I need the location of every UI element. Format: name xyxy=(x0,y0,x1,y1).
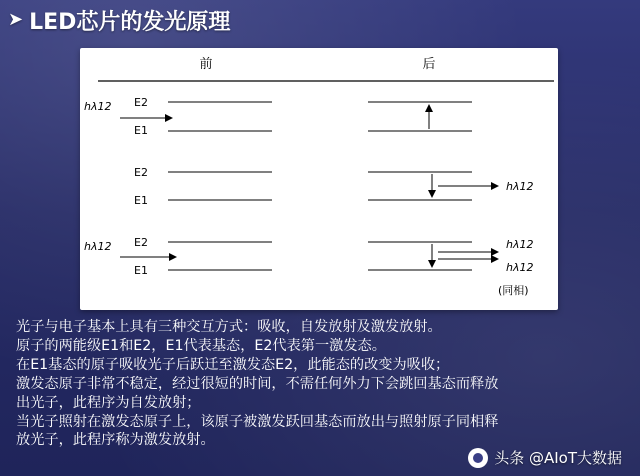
watermark-logo-icon xyxy=(468,448,488,468)
level-e2-label-3: E2 xyxy=(134,236,148,249)
level-e2-label-2: E2 xyxy=(134,166,148,179)
level-e1-label-2: E1 xyxy=(134,194,148,207)
absorption-row xyxy=(84,96,472,137)
watermark xyxy=(468,447,622,468)
explanation-line: 原子的两能级E1和E2，E1代表基态，E2代表第一激发态。 xyxy=(16,337,386,354)
spontaneous-row xyxy=(134,166,533,207)
slide-title-text: LED芯片的发光原理 xyxy=(29,9,231,35)
photon-label-out-3a: hλ12 xyxy=(506,238,534,251)
triangle-right-icon: ➤ xyxy=(8,9,24,30)
level-e1-label-3: E1 xyxy=(134,264,148,277)
watermark-text: 头条 @AIoT大数据 xyxy=(494,449,622,467)
photon-label-out-2: hλ12 xyxy=(506,180,534,193)
explanation-text xyxy=(16,318,632,450)
explanation-line: 激发态原子非常不稳定，经过很短的时间，不需任何外力下会跳回基态而释放 xyxy=(16,375,499,392)
explanation-line: 出光子，此程序为自发放射； xyxy=(16,394,201,411)
stimulated-row xyxy=(84,236,533,297)
level-e2-label-1: E2 xyxy=(134,96,148,109)
photon-label-in-3: hλ12 xyxy=(84,240,112,253)
energy-level-diagram xyxy=(80,48,558,310)
photon-label-in-1: hλ12 xyxy=(84,100,112,113)
explanation-line: 当光子照射在激发态原子上，该原子被激发跃回基态而放出与照射原子同相释 xyxy=(16,413,499,430)
diagram-canvas xyxy=(80,48,558,310)
explanation-line: 放光子，此程序称为激发放射。 xyxy=(16,432,215,449)
photon-label-out-3b: hλ12 xyxy=(506,261,534,274)
slide-title xyxy=(8,4,230,36)
header-before: 前 xyxy=(199,57,213,72)
level-e1-label-1: E1 xyxy=(134,124,148,137)
header-after: 后 xyxy=(422,57,436,72)
in-phase-note: (同相) xyxy=(498,284,529,297)
explanation-line: 在E1基态的原子吸收光子后跃迁至激发态E2，此能态的改变为吸收； xyxy=(16,356,450,373)
explanation-line: 光子与电子基本上具有三种交互方式：吸收，自发放射及激发放射。 xyxy=(16,319,442,335)
